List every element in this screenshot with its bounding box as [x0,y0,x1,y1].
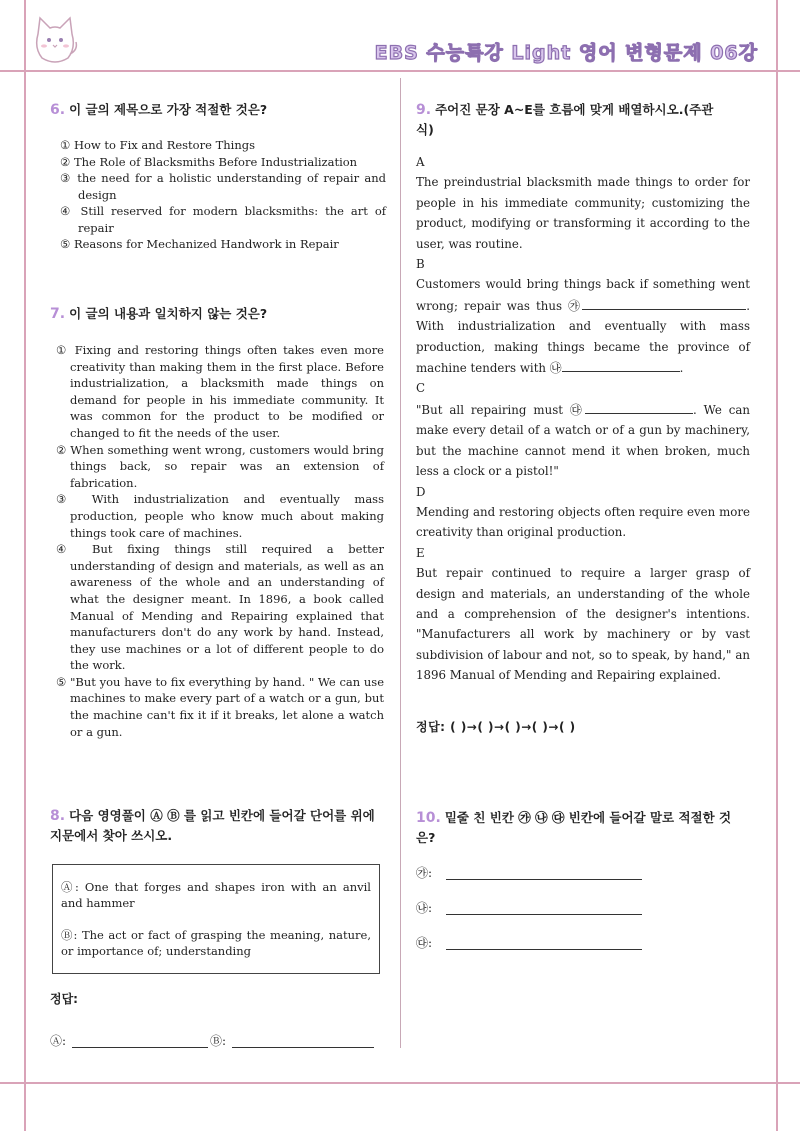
q9-text-c [416,399,750,482]
q8-title [50,806,386,845]
blank-ga[interactable] [582,295,746,310]
q6-options [60,137,386,253]
q9-sentences [416,152,750,686]
q6-option-5[interactable]: ⑤ Reasons for Mechanized Handwork in Repair [60,237,339,251]
q8-blank-b-label: Ⓑ: [210,1034,227,1048]
q9-text-e: But repair continued to require a larger grasp of design and materials, an understanding of the whole and a comprehension of the designer's intentions. "Manufacturers all work by machinery or by vast subdivision of labour and not, so to speak, by hand," an 1896 Manual of Mending and Repairing explained. [416,566,750,683]
q9-answer[interactable]: 정답: ( )→( )→( )→( )→( ) [416,720,576,734]
right-border-line [776,0,778,1131]
q10-number: 10. [416,810,441,826]
q6-option-3[interactable]: ③ the need for a holistic understanding of repair and design [60,171,386,202]
q9-text-d: Mending and restoring objects often require even more creativity than original production. [416,504,750,540]
q9-title-text: 주어진 문장 A~E를 흐름에 맞게 배열하시오.(주관식) [416,102,714,137]
q7-title-text: 이 글의 내용과 일치하지 않는 것은? [69,306,268,321]
q7-options [56,342,384,740]
q8-blank-a-line[interactable] [72,1047,208,1048]
cat-logo-icon [30,14,80,66]
q6-title [50,100,390,120]
q6-option-4[interactable]: ④ Still reserved for modern blacksmiths: the art of repair [60,204,386,235]
q10-blank-da-label: ㉰: [416,936,433,950]
q7-option-3[interactable]: ③ With industrialization and eventually mass production, people who know much about making things took care of machines. [56,492,384,540]
blank-na[interactable] [562,357,680,372]
q10-blank-da-line[interactable] [446,949,642,950]
definition-a: Ⓐ: One that forges and shapes iron with an anvil and hammer [61,880,371,910]
q10-blank-na-label: ㉯: [416,901,433,915]
definition-b: Ⓑ: The act or fact of grasping the meaning, nature, or importance of; understanding [61,928,371,958]
q8-blank-a-label: Ⓐ: [50,1034,67,1048]
q7-option-1[interactable]: ① Fixing and restoring things often takes even more creativity than making them in the first place. Before industrialization, a blacksmith made things on demand for people in his immediate community. It was common for the product to be modified or changed to fit the needs of the user. [56,343,384,440]
column-divider [400,78,401,1048]
q7-title [50,304,390,324]
q7-option-2[interactable]: ② When something went wrong, customers would bring things back, so repair was an extension of fabrication. [56,442,384,490]
bottom-border-line [0,1082,800,1084]
q10-blank-ga-label: ㉮: [416,866,433,880]
q7-option-4[interactable]: ④ But fixing things still required a better understanding of design and materials, as well as an awareness of the whole and an understanding of what the designer meant. In 1896, a book called Manual of Mending and Repairing explained that manufacturers don't do any work by hand. Instead, they use machines or a lot of different people to do the work. [56,542,384,673]
q9-text-c1: "But all repairing must ㉰ [416,402,585,417]
definition-box [52,864,380,974]
q8-answer-label: 정답: [50,992,78,1006]
q6-number: 6. [50,102,66,118]
q9-label-a: A [416,155,425,169]
q7-number: 7. [50,306,66,322]
q10-blank-na-line[interactable] [446,914,642,915]
q9-text-a: The preindustrial blacksmith made things to order for people in his immediate community; customizing the product, modifying or transforming it according to the user, was routine. [416,175,750,251]
q9-label-d: D [416,484,426,499]
q9-label-e: E [416,545,425,560]
q10-title-text: 밑줄 친 빈칸 ㉮ ㉯ ㉰ 빈칸에 들어갈 말로 적절한 것은? [416,810,732,845]
q10-blank-ga-line[interactable] [446,879,642,880]
q8-number: 8. [50,808,66,824]
top-border-line [0,70,800,72]
q6-option-1[interactable]: ① How to Fix and Restore Things [60,138,255,152]
q9-title [416,100,716,139]
q8-blank-b-line[interactable] [232,1047,374,1048]
q6-title-text: 이 글의 제목으로 가장 적절한 것은? [69,102,268,117]
q6-option-2[interactable]: ② The Role of Blacksmiths Before Industrialization [60,154,358,169]
q9-text-b2: . With industrialization and eventually with mass production, making things became the province of machine tenders with ㉯ [416,298,750,376]
q9-label-b: B [416,257,425,272]
q9-label-c: C [416,381,426,396]
q9-number: 9. [416,102,432,118]
q9-text-c2: . We can make every detail of a watch or of a gun by machinery, but the machine cannot mend it when broken, much less a clock or a pistol!" [416,402,750,479]
q8-title-text: 다음 영영풀이 Ⓐ Ⓑ 를 읽고 빈칸에 들어갈 단어를 위에 지문에서 찾아 쓰시오. [50,808,375,843]
left-border-line [24,0,26,1131]
blank-da[interactable] [585,399,693,414]
q10-title [416,808,736,847]
q7-option-5[interactable]: ⑤ "But you have to fix everything by hand. " We can use machines to make every part of a watch or a gun, but the machine can't fix it if it breaks, let alone a watch or a gun. [56,674,384,739]
q9-text-b: Customers would bring things back if something went wrong; repair was thus ㉮ . With industrialization and eventually with mass production, making things became the province of machine tenders with ㉯ . [416,277,750,376]
q9-text-b1: Customers would bring things back if something went wrong; repair was thus ㉮ [416,277,750,313]
header-title: EBS 수능특강 Light 영어 변형문제 06강 [374,42,758,64]
